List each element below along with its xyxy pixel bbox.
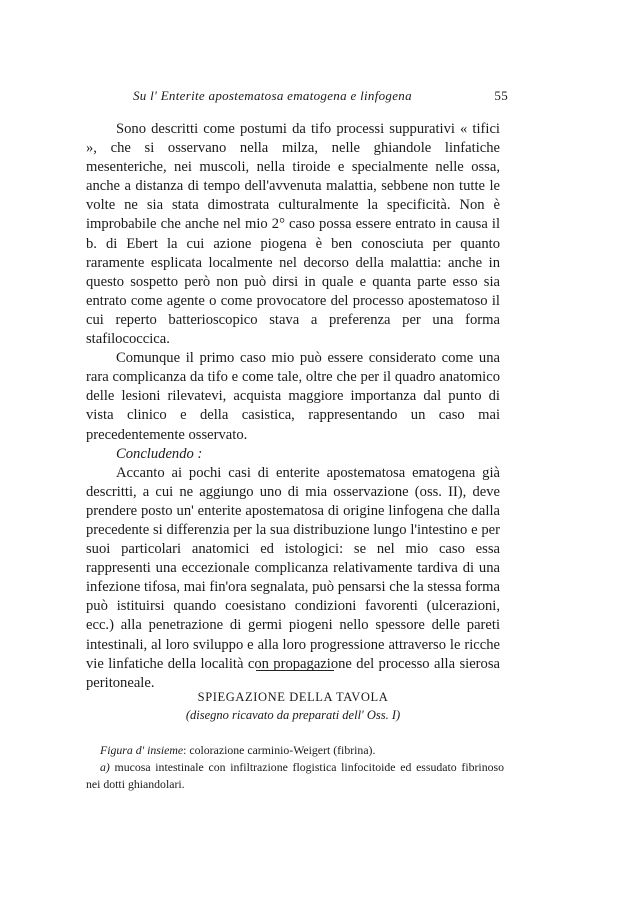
conclusion-heading: Concludendo : bbox=[116, 445, 203, 462]
section-divider bbox=[256, 670, 334, 671]
legend-figure-line bbox=[86, 742, 504, 759]
running-title: Su l' Enterite apostematosa ematogena e linfogena bbox=[133, 88, 412, 103]
plate-title: SPIEGAZIONE DELLA TAVOLA bbox=[197, 690, 389, 704]
plate-subtitle: (disegno ricavato da preparati dell' Oss. I) bbox=[185, 708, 401, 722]
body-text bbox=[86, 120, 500, 693]
item-text: mucosa intestinale con infiltrazione flogistica linfocitoide ed essudato fibrinoso nei dotti ghiandolari. bbox=[86, 760, 504, 791]
legend-item-a bbox=[86, 759, 504, 793]
item-letter: a) bbox=[100, 760, 110, 774]
figure-text: : colorazione carminio-Weigert (fibrina). bbox=[183, 743, 376, 757]
page-number: 55 bbox=[494, 88, 508, 103]
paragraph-2: Comunque il primo caso mio può essere considerato come una rara complicanza da tifo e come tale, oltre che per il quadro anatomico delle lesioni rilevatevi, acquista maggiore importanza dal punto di vista clinico e della casistica, rappresentando un caso mai precedentemente osservato. bbox=[86, 350, 500, 443]
figure-label: Figura d' insieme bbox=[100, 743, 184, 757]
paragraph-1: Sono descritti come postumi da tifo processi suppurativi « tifici », che si osservano nella milza, nelle ghiandole linfatiche mesenteriche, nei muscoli, nella tiroide e specialmente nelle ossa, anche a distanza di tempo dell'avvenuta malattia, sebbene non tutte le volte ne sia stata dimostrata culturalmente la specificità. Non è improbabile che anche nel mio 2° caso possa essere entrato in causa il b. di Ebert la cui azione piogena è ben conosciuta per quanto raramente esplicata localmente nel decorso della malattia: anche in questo sospetto però non può dirsi in quale e quanta parte esso sia entrato come agente o come provocatore del processo apostematoso il cui reperto batterioscopico stava a preferenza per una forma stafilococcica. bbox=[86, 121, 500, 348]
plate-legend bbox=[86, 742, 504, 793]
conclusion-paragraph: Accanto ai pochi casi di enterite apostematosa ematogena già descritti, a cui ne aggiungo uno di mia osservazione (oss. II), deve prendere posto un' enterite apostematosa di origine linfogena che dalla precedente si differenzia per la sua distribuzione lungo l'intestino e per suoi particolari anatomici ed istologici: se nel mio caso essa rappresenti una eccezionale complicanza relativamente tardiva di una infezione tifosa, mai fin'ora segnalata, può pensarsi che la stessa forma può istituirsi quando coesistano condizioni favorenti (ulcerazioni, ecc.) alla penetrazione di germi piogeni nello spessore delle pareti intestinali, al loro sviluppo e alla loro progressione attraverso le ricche vie linfatiche della località con propagazione del processo alla sierosa peritoneale. bbox=[86, 464, 500, 691]
